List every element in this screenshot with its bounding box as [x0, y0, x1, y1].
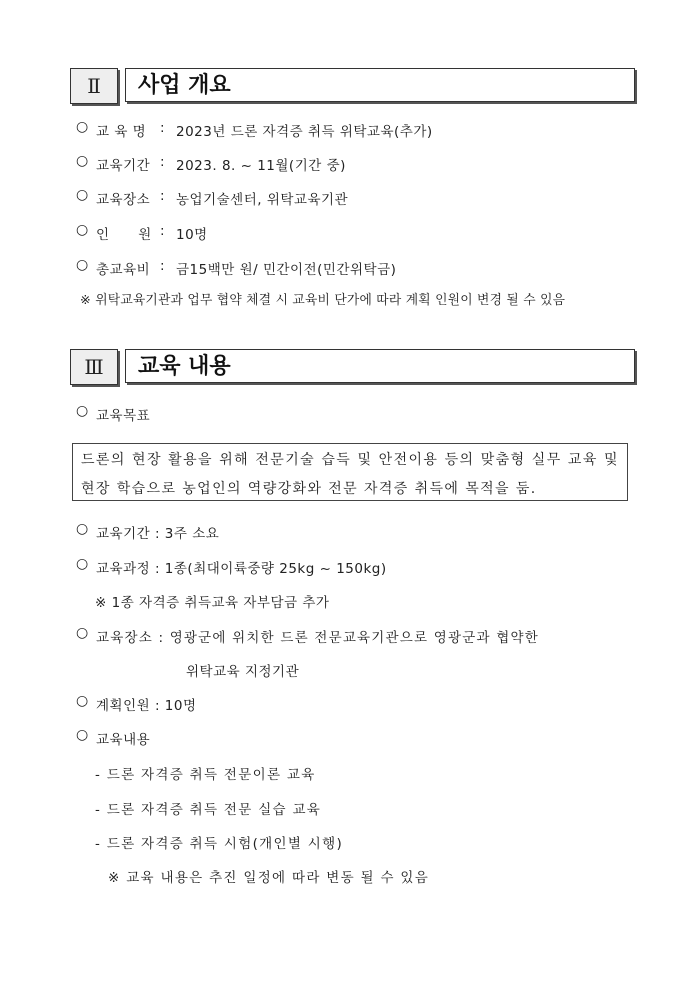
content-note: ※ 교육 내용은 추진 일정에 따라 변동 될 수 있음: [108, 870, 430, 886]
section-3-number: Ⅲ: [70, 349, 118, 385]
circle-bullet-icon: ○: [76, 521, 89, 537]
item-label: 교육기간: [96, 158, 151, 174]
section-2-title: 사업 개요: [125, 68, 635, 102]
goal-label: 교육목표: [96, 408, 151, 424]
content-item: - 드론 자격증 취득 시험(개인별 시행): [95, 836, 344, 852]
item-label: 총교육비: [96, 262, 151, 278]
place-continued: 위탁교육 지정기관: [186, 664, 300, 680]
item-value: 10명: [176, 227, 208, 243]
period: 교육기간 : 3주 소요: [96, 526, 220, 542]
content-label: 교육내용: [96, 732, 151, 748]
circle-bullet-icon: ○: [76, 556, 89, 572]
planned-participants: 계획인원 : 10명: [96, 698, 197, 714]
circle-bullet-icon: ○: [76, 222, 89, 238]
circle-bullet-icon: ○: [76, 727, 89, 743]
goal-box: 드론의 현장 활용을 위해 전문기술 습득 및 안전이용 등의 맞춤형 실무 교육 및 현장 학습으로 농업인의 역량강화와 전문 자격증 취득에 목적을 둠.: [72, 443, 628, 501]
item-value: 금15백만 원/ 민간이전(민간위탁금): [176, 262, 397, 278]
content-item: - 드론 자격증 취득 전문 실습 교육: [95, 802, 322, 818]
section-2-note: ※ 위탁교육기관과 업무 협약 체결 시 교육비 단가에 따라 계획 인원이 변경 될 수 있음: [80, 293, 566, 308]
item-label: 교 육 명: [96, 124, 147, 140]
item-label: 교육장소: [96, 192, 151, 208]
place: 교육장소 : 영광군에 위치한 드론 전문교육기관으로 영광군과 협약한: [96, 630, 539, 646]
circle-bullet-icon: ○: [76, 625, 89, 641]
circle-bullet-icon: ○: [76, 119, 89, 135]
circle-bullet-icon: ○: [76, 403, 89, 419]
item-value: 농업기술센터, 위탁교육기관: [176, 192, 349, 208]
circle-bullet-icon: ○: [76, 187, 89, 203]
circle-bullet-icon: ○: [76, 693, 89, 709]
circle-bullet-icon: ○: [76, 257, 89, 273]
section-2-number: Ⅱ: [70, 68, 118, 104]
item-value: 2023. 8. ~ 11월(기간 중): [176, 158, 346, 174]
item-label: 인 원: [96, 227, 152, 243]
course-note: ※ 1종 자격증 취득교육 자부담금 추가: [95, 595, 330, 611]
item-value: 2023년 드론 자격증 취득 위탁교육(추가): [176, 124, 433, 140]
content-item: - 드론 자격증 취득 전문이론 교육: [95, 767, 316, 783]
section-3-title: 교육 내용: [125, 349, 635, 383]
circle-bullet-icon: ○: [76, 153, 89, 169]
course: 교육과정 : 1종(최대이륙중량 25kg ~ 150kg): [96, 561, 387, 577]
